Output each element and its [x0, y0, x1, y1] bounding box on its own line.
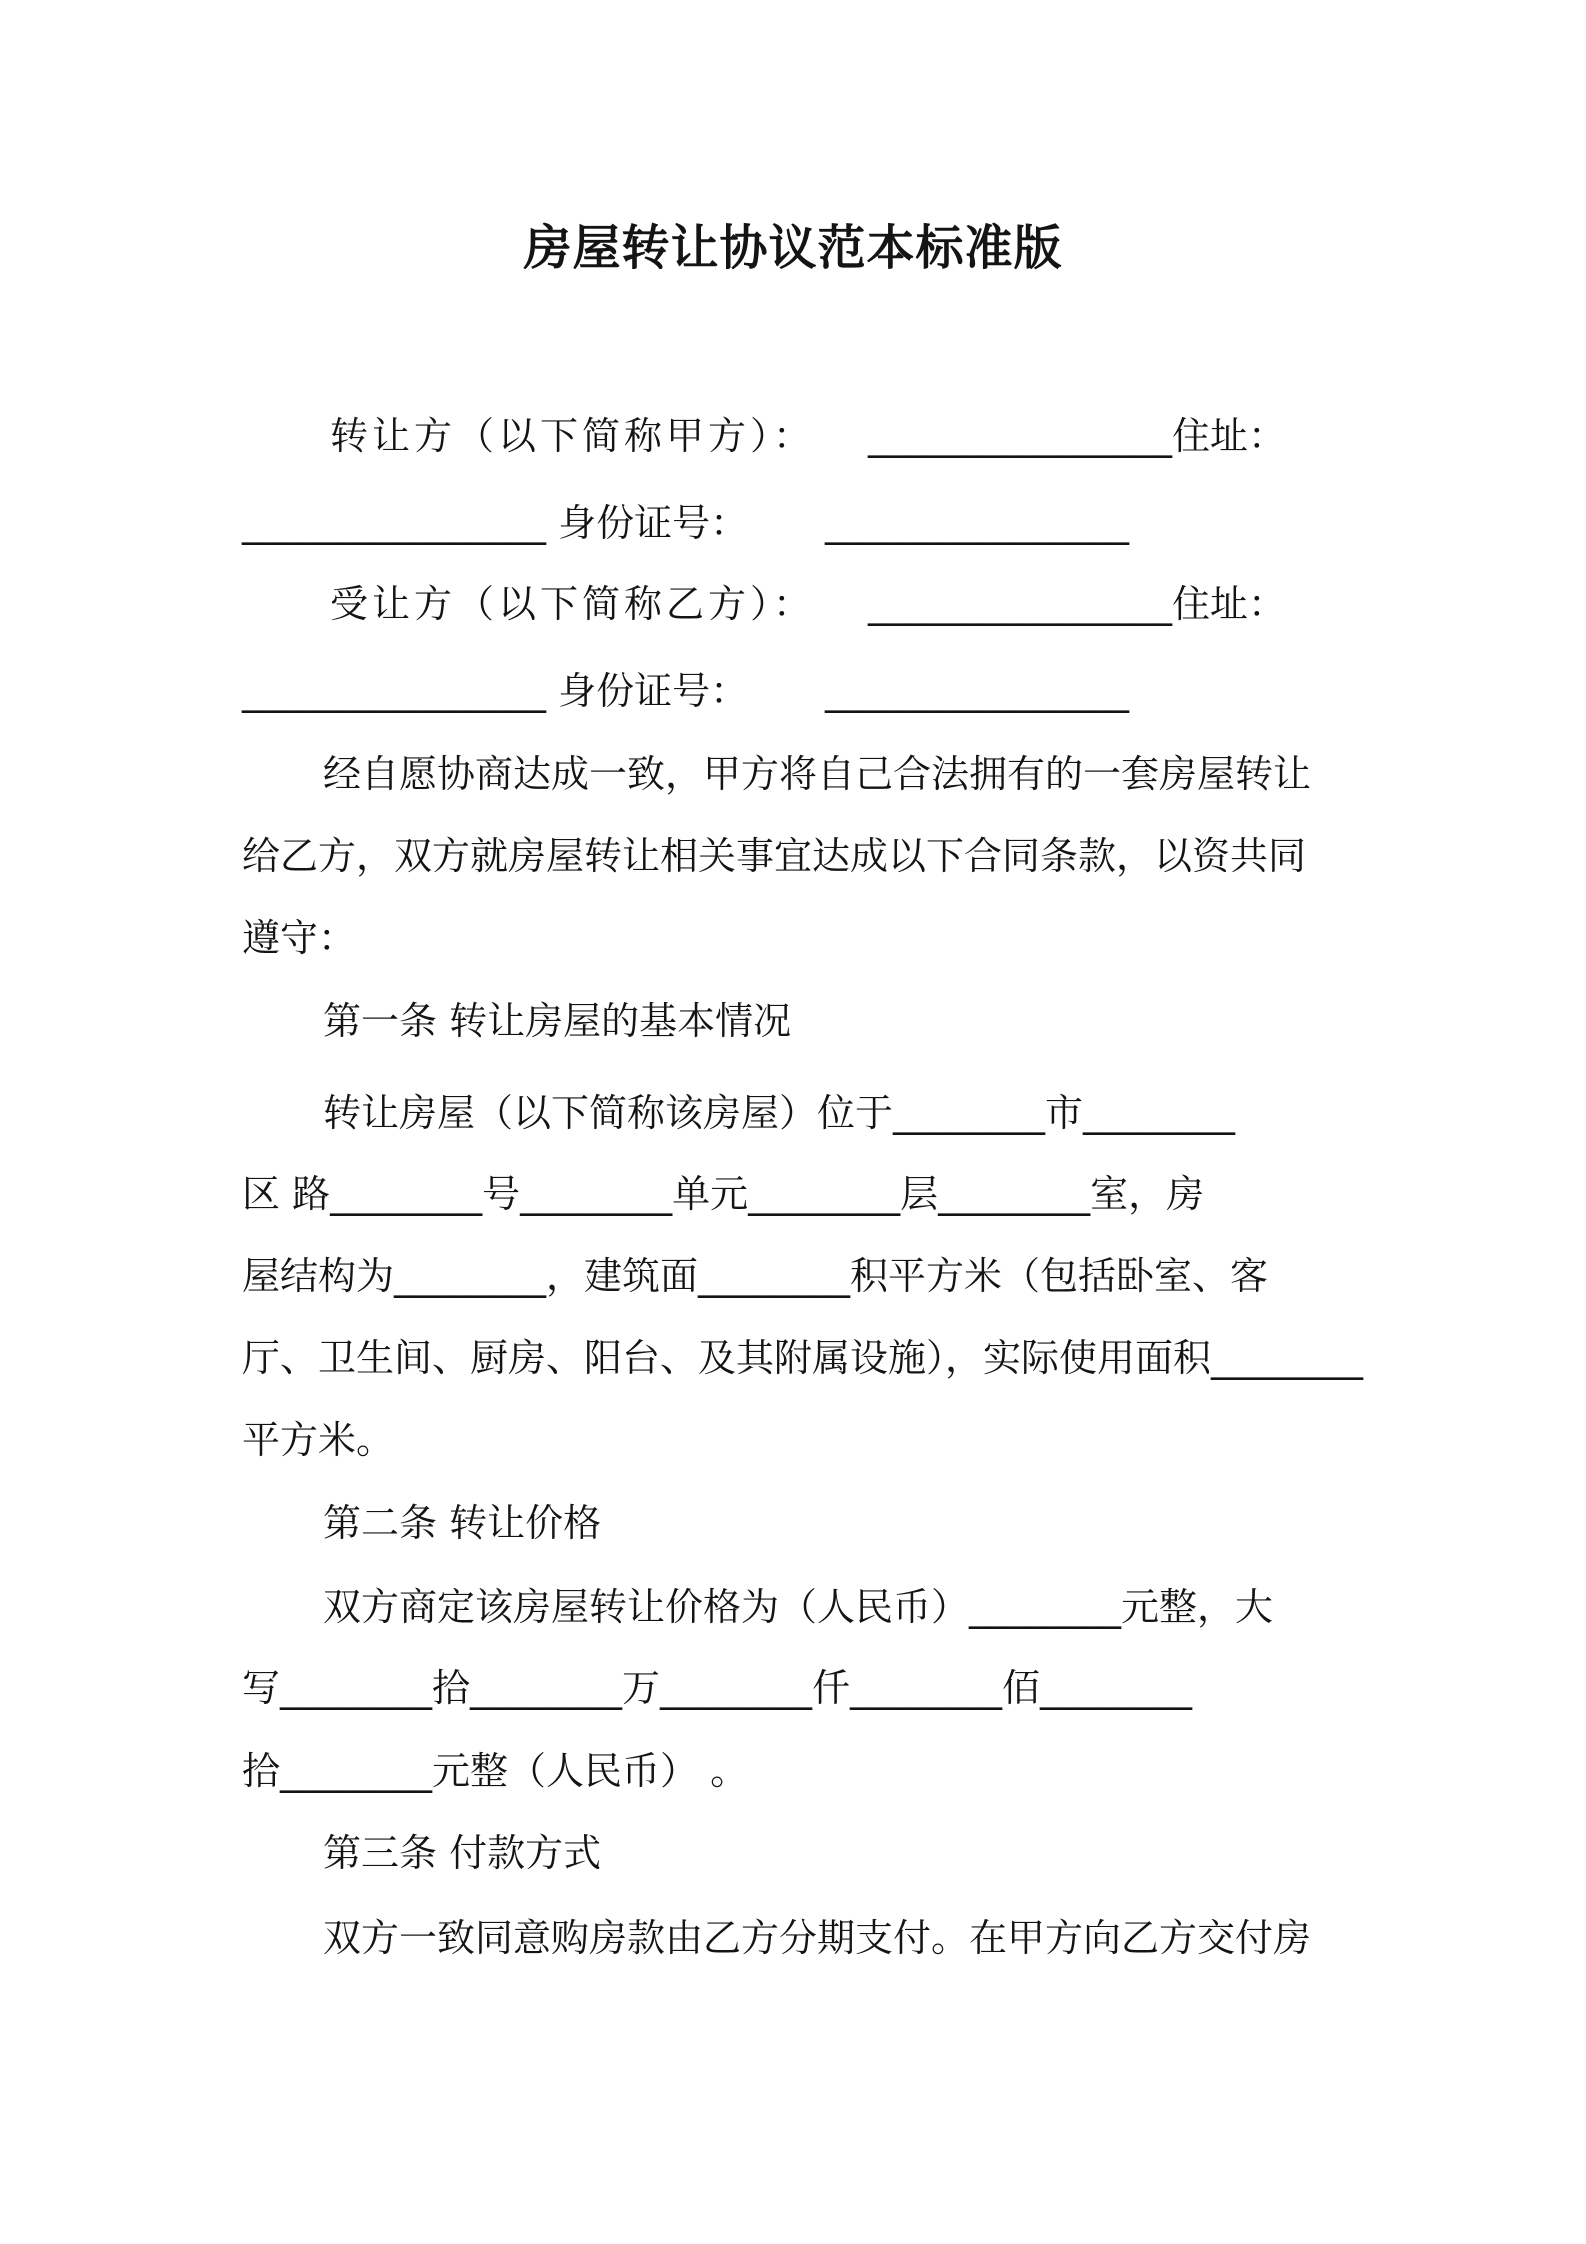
article-1-line-4: 厅、卫生间、厨房、阳台、及其附属设施），实际使用面积________: [242, 1336, 1364, 1380]
article-2-line-2: 写________拾________万________仟________佰________: [242, 1666, 1193, 1710]
preamble-line-2: 给乙方，双方就房屋转让相关事宜达成以下合同条款，以资共同: [242, 834, 1307, 878]
preamble-line-1: 经自愿协商达成一致，甲方将自己合法拥有的一套房屋转让: [323, 752, 1312, 796]
article-2-line-1: 双方商定该房屋转让价格为（人民币）________元整，大: [323, 1585, 1274, 1629]
party-b-id-blank: ________________: [825, 669, 1129, 713]
party-a-address-blank-id-label: ________________ 身份证号：: [242, 501, 749, 545]
article-2-heading: 第二条 转让价格: [323, 1501, 602, 1545]
article-2-line-3: 拾________元整（人民币） 。: [242, 1749, 749, 1793]
article-1-heading: 第一条 转让房屋的基本情况: [323, 999, 792, 1043]
party-b-label: 受让方（以下简称乙方）：: [330, 582, 816, 626]
document-title: 房屋转让协议范本标准版: [523, 220, 1063, 276]
party-b-name-blank-address-label: ________________住址：: [868, 582, 1287, 626]
preamble-line-3: 遵守：: [242, 916, 357, 960]
party-a-label: 转让方（以下简称甲方）：: [330, 414, 816, 458]
article-3-line-1: 双方一致同意购房款由乙方分期支付。在甲方向乙方交付房: [323, 1916, 1312, 1960]
party-b-address-blank-id-label: ________________ 身份证号：: [242, 669, 749, 713]
article-1-line-2: 区 路________号________单元________层________室，房: [242, 1172, 1205, 1216]
article-3-heading: 第三条 付款方式: [323, 1831, 602, 1875]
article-1-line-5: 平方米。: [242, 1418, 395, 1462]
article-1-line-3: 屋结构为________，建筑面________积平方米（包括卧室、客: [242, 1254, 1269, 1298]
party-a-id-blank: ________________: [825, 501, 1129, 545]
article-1-line-1: 转让房屋（以下简称该房屋）位于________市________: [323, 1091, 1236, 1135]
party-a-name-blank-address-label: ________________住址：: [868, 414, 1287, 458]
